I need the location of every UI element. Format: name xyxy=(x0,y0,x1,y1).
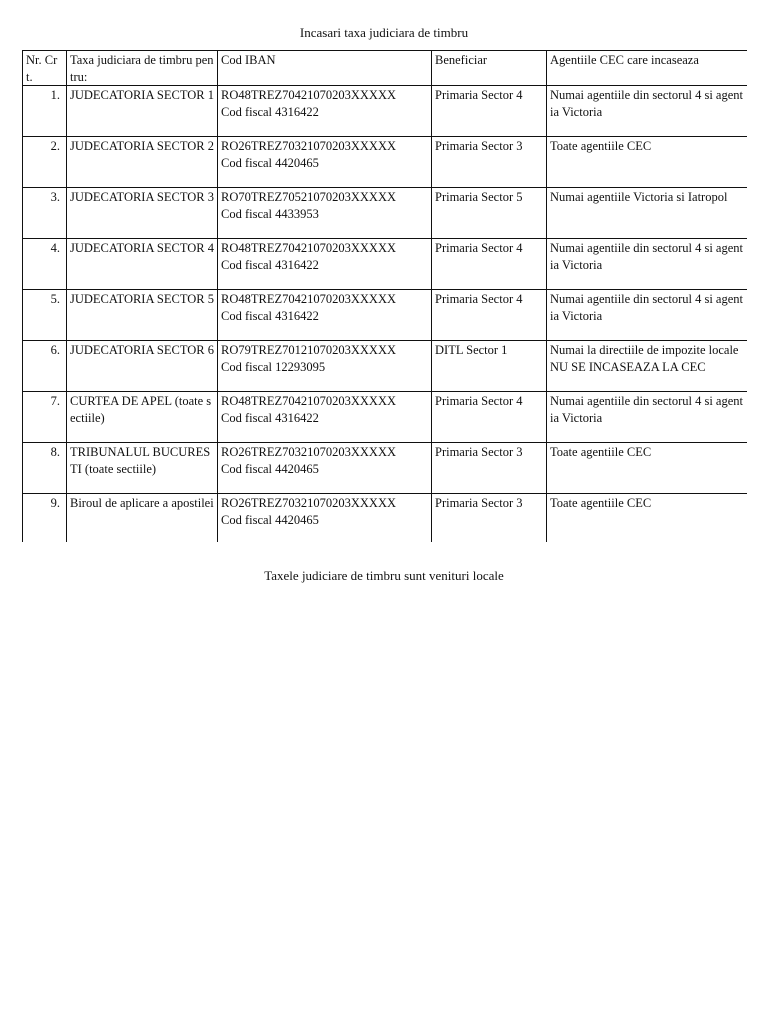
header-agentii-cec: Agentiile CEC care incaseaza xyxy=(547,51,748,86)
cell-taxa: TRIBUNALUL BUCURESTI (toate sectiile) xyxy=(67,443,218,494)
cell-agentii-cec xyxy=(547,392,748,443)
cell-agentii-cec xyxy=(547,443,748,494)
cod-fiscal: Cod fiscal 4316422 xyxy=(221,410,319,425)
cell-cod-iban xyxy=(218,137,432,188)
cell-cod-iban xyxy=(218,239,432,290)
cell-nr-crt: 7. xyxy=(23,392,67,443)
cell-nr-crt: 6. xyxy=(23,341,67,392)
agentii-line: Toate agentiile CEC xyxy=(550,139,652,153)
footer-note: Taxele judiciare de timbru sunt venituri locale xyxy=(264,568,504,583)
document-title: Incasari taxa judiciara de timbru xyxy=(299,25,469,40)
table-body xyxy=(23,86,748,543)
agentii-line: Numai agentiile din sectorul 4 si agentia Victoria xyxy=(550,292,744,323)
cell-agentii-cec xyxy=(547,188,748,239)
cell-nr-crt: 1. xyxy=(23,86,67,137)
table-header-row xyxy=(23,51,748,86)
cell-cod-iban xyxy=(218,494,432,543)
cell-beneficiar: Primaria Sector 4 xyxy=(432,239,547,290)
table-row xyxy=(23,392,748,443)
iban-code: RO48TREZ70421070203XXXXX xyxy=(221,88,396,102)
cell-taxa: JUDECATORIA SECTOR 6 xyxy=(67,341,218,392)
iban-code: RO48TREZ70421070203XXXXX xyxy=(221,241,396,255)
iban-code: RO26TREZ70321070203XXXXX xyxy=(221,496,396,510)
table-row xyxy=(23,443,748,494)
agentii-line: Numai agentiile din sectorul 4 si agentia Victoria xyxy=(550,88,744,119)
cell-agentii-cec xyxy=(547,341,748,392)
cell-nr-crt: 2. xyxy=(23,137,67,188)
cod-fiscal: Cod fiscal 4316422 xyxy=(221,308,319,323)
cell-cod-iban xyxy=(218,86,432,137)
cell-cod-iban xyxy=(218,188,432,239)
table-row xyxy=(23,137,748,188)
agentii-line: NU SE INCASEAZA LA CEC xyxy=(550,359,706,374)
taxa-table-container xyxy=(22,50,747,542)
cell-beneficiar: Primaria Sector 4 xyxy=(432,392,547,443)
iban-code: RO26TREZ70321070203XXXXX xyxy=(221,445,396,459)
table-row xyxy=(23,494,748,543)
cod-fiscal: Cod fiscal 4420465 xyxy=(221,461,319,476)
cell-beneficiar: Primaria Sector 3 xyxy=(432,137,547,188)
agentii-line: Toate agentiile CEC xyxy=(550,445,652,459)
cell-cod-iban xyxy=(218,290,432,341)
cell-beneficiar: Primaria Sector 3 xyxy=(432,494,547,543)
agentii-line: Numai agentiile din sectorul 4 si agentia Victoria xyxy=(550,241,744,272)
cell-nr-crt: 3. xyxy=(23,188,67,239)
taxa-table xyxy=(22,50,747,542)
iban-code: RO26TREZ70321070203XXXXX xyxy=(221,139,396,153)
cell-cod-iban xyxy=(218,392,432,443)
iban-code: RO70TREZ70521070203XXXXX xyxy=(221,190,396,204)
cell-taxa: JUDECATORIA SECTOR 4 xyxy=(67,239,218,290)
cell-agentii-cec xyxy=(547,86,748,137)
cell-nr-crt: 4. xyxy=(23,239,67,290)
cell-taxa: Biroul de aplicare a apostilei xyxy=(67,494,218,543)
cod-fiscal: Cod fiscal 12293095 xyxy=(221,359,326,374)
cell-nr-crt: 5. xyxy=(23,290,67,341)
header-nr-crt: Nr. Crt. xyxy=(23,51,67,86)
cod-fiscal: Cod fiscal 4316422 xyxy=(221,104,319,119)
agentii-line: Numai agentiile Victoria si Iatropol xyxy=(550,190,728,204)
agentii-line: Numai la directiile de impozite locale xyxy=(550,343,739,357)
table-row xyxy=(23,239,748,290)
cell-taxa: JUDECATORIA SECTOR 5 xyxy=(67,290,218,341)
table-row xyxy=(23,86,748,137)
cell-nr-crt: 9. xyxy=(23,494,67,543)
iban-code: RO48TREZ70421070203XXXXX xyxy=(221,292,396,306)
cell-beneficiar: Primaria Sector 4 xyxy=(432,86,547,137)
cell-taxa: JUDECATORIA SECTOR 2 xyxy=(67,137,218,188)
agentii-line: Toate agentiile CEC xyxy=(550,496,652,510)
table-row xyxy=(23,341,748,392)
cod-fiscal: Cod fiscal 4433953 xyxy=(221,206,319,221)
cell-taxa: CURTEA DE APEL (toate sectiile) xyxy=(67,392,218,443)
cell-agentii-cec xyxy=(547,239,748,290)
cell-agentii-cec xyxy=(547,137,748,188)
table-row xyxy=(23,188,748,239)
header-beneficiar: Beneficiar xyxy=(432,51,547,86)
cell-beneficiar: DITL Sector 1 xyxy=(432,341,547,392)
cod-fiscal: Cod fiscal 4420465 xyxy=(221,155,319,170)
cell-taxa: JUDECATORIA SECTOR 3 xyxy=(67,188,218,239)
cod-fiscal: Cod fiscal 4420465 xyxy=(221,512,319,527)
agentii-line: Numai agentiile din sectorul 4 si agentia Victoria xyxy=(550,394,744,425)
cell-beneficiar: Primaria Sector 4 xyxy=(432,290,547,341)
header-cod-iban: Cod IBAN xyxy=(218,51,432,86)
cod-fiscal: Cod fiscal 4316422 xyxy=(221,257,319,272)
cell-cod-iban xyxy=(218,443,432,494)
cell-agentii-cec xyxy=(547,494,748,543)
table-row xyxy=(23,290,748,341)
cell-agentii-cec xyxy=(547,290,748,341)
cell-beneficiar: Primaria Sector 5 xyxy=(432,188,547,239)
iban-code: RO48TREZ70421070203XXXXX xyxy=(221,394,396,408)
header-taxa: Taxa judiciara de timbru pentru: xyxy=(67,51,218,86)
cell-beneficiar: Primaria Sector 3 xyxy=(432,443,547,494)
cell-cod-iban xyxy=(218,341,432,392)
cell-nr-crt: 8. xyxy=(23,443,67,494)
cell-taxa: JUDECATORIA SECTOR 1 xyxy=(67,86,218,137)
iban-code: RO79TREZ70121070203XXXXX xyxy=(221,343,396,357)
